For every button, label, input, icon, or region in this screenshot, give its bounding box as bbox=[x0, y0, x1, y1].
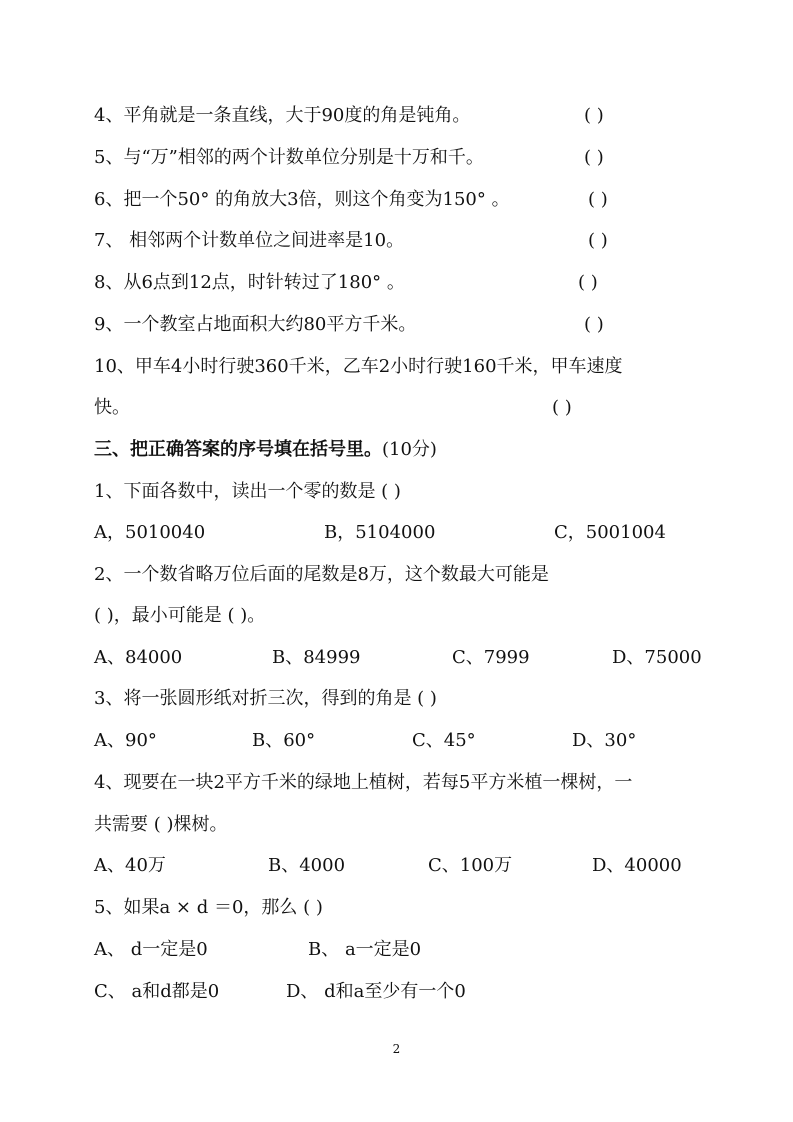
question-3: 3、将一张圆形纸对折三次，得到的角是 ( ) bbox=[94, 688, 437, 709]
question-2: 2、一个数省略万位后面的尾数是8万，这个数最大可能是 bbox=[94, 564, 549, 585]
option-b[interactable]: B、60° bbox=[252, 730, 316, 751]
judgement-item-5: 5、与“万”相邻的两个计数单位分别是十万和千。 bbox=[94, 147, 484, 168]
option-c[interactable]: C、 a和d都是0 bbox=[94, 981, 220, 1002]
page-number: 2 bbox=[392, 1042, 401, 1056]
question-4-cont: 共需要 ( )棵树。 bbox=[94, 814, 228, 835]
judgement-item-10-cont: 快。 bbox=[94, 397, 130, 418]
answer-blank-9[interactable]: ( ) bbox=[584, 314, 604, 335]
option-b[interactable]: B、 a一定是0 bbox=[308, 939, 422, 960]
judgement-item-8: 8、从6点到12点，时针转过了180° 。 bbox=[94, 272, 405, 293]
option-a[interactable]: A、90° bbox=[94, 730, 157, 751]
question-1: 1、下面各数中，读出一个零的数是 ( ) bbox=[94, 481, 401, 502]
option-d[interactable]: D、40000 bbox=[592, 855, 682, 876]
option-a[interactable]: A、84000 bbox=[94, 647, 183, 668]
question-2-cont: ( )，最小可能是 ( )。 bbox=[94, 605, 266, 626]
option-c[interactable]: C、100万 bbox=[428, 855, 513, 876]
section-heading bbox=[94, 438, 437, 462]
answer-blank-7[interactable]: ( ) bbox=[588, 230, 608, 251]
question-3-options bbox=[94, 729, 704, 753]
section-title: 三、把正确答案的序号填在括号里。 bbox=[94, 439, 382, 460]
question-5: 5、如果a × d ＝0，那么 ( ) bbox=[94, 897, 323, 918]
option-b[interactable]: B，5104000 bbox=[324, 522, 436, 543]
judgement-item-4: 4、平角就是一条直线，大于90度的角是钝角。 bbox=[94, 105, 471, 126]
question-5-options-row2 bbox=[94, 980, 704, 1004]
judgement-item-10: 10、甲车4小时行驶360千米，乙车2小时行驶160千米，甲车速度 bbox=[94, 356, 623, 377]
option-d[interactable]: D、30° bbox=[572, 730, 637, 751]
answer-blank-10[interactable]: ( ) bbox=[552, 397, 572, 418]
option-a[interactable]: A，5010040 bbox=[94, 522, 206, 543]
question-4: 4、现要在一块2平方千米的绿地上植树，若每5平方米植一棵树，一 bbox=[94, 772, 633, 793]
section-score: (10分) bbox=[382, 439, 437, 460]
option-a[interactable]: A、40万 bbox=[94, 855, 166, 876]
question-1-options bbox=[94, 521, 704, 545]
option-c[interactable]: C，5001004 bbox=[554, 522, 666, 543]
question-2-options bbox=[94, 646, 704, 670]
option-d[interactable]: D、75000 bbox=[612, 647, 702, 668]
option-c[interactable]: C、45° bbox=[412, 730, 476, 751]
answer-blank-4[interactable]: ( ) bbox=[584, 105, 604, 126]
option-d[interactable]: D、 d和a至少有一个0 bbox=[286, 981, 466, 1002]
option-b[interactable]: B、4000 bbox=[268, 855, 346, 876]
question-5-options-row1 bbox=[94, 938, 704, 962]
answer-blank-5[interactable]: ( ) bbox=[584, 147, 604, 168]
judgement-item-6: 6、把一个50° 的角放大3倍，则这个角变为150° 。 bbox=[94, 189, 510, 210]
answer-blank-8[interactable]: ( ) bbox=[578, 272, 598, 293]
question-4-options bbox=[94, 854, 704, 878]
option-c[interactable]: C、7999 bbox=[452, 647, 530, 668]
option-a[interactable]: A、 d一定是0 bbox=[94, 939, 208, 960]
answer-blank-6[interactable]: ( ) bbox=[588, 189, 608, 210]
judgement-item-9: 9、一个教室占地面积大约80平方千米。 bbox=[94, 314, 417, 335]
option-b[interactable]: B、84999 bbox=[272, 647, 361, 668]
judgement-item-7: 7、 相邻两个计数单位之间进率是10。 bbox=[94, 230, 405, 251]
